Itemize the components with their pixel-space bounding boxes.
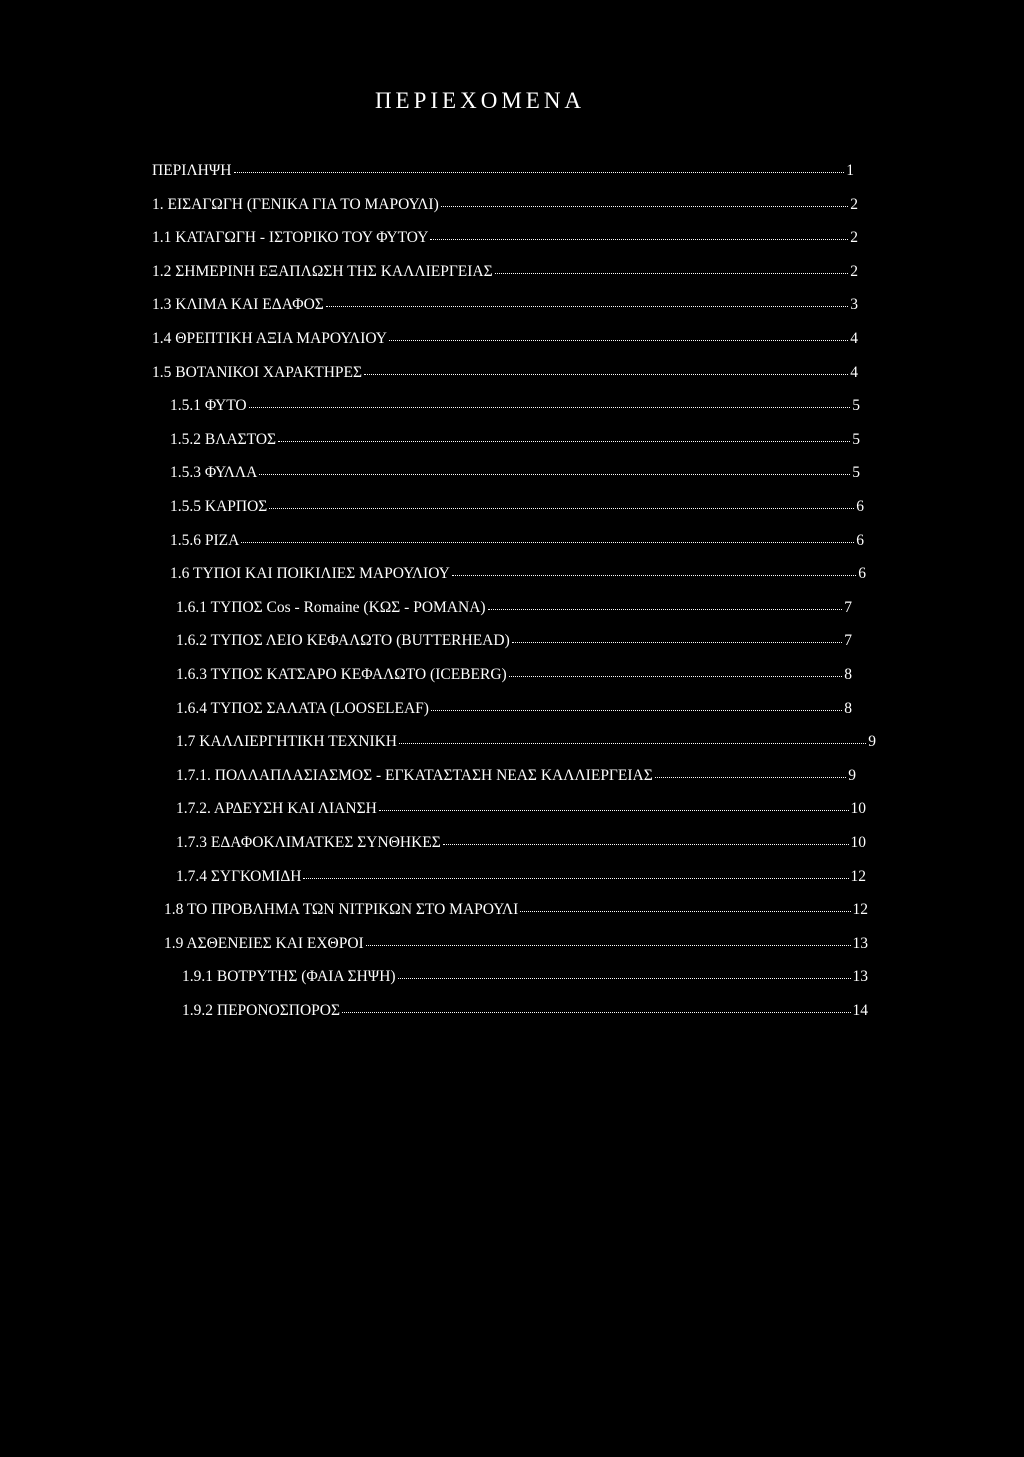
- toc-dot-leader: [278, 427, 850, 442]
- toc-entry: [152, 261, 858, 281]
- toc-entry-page-number: 6: [856, 498, 864, 515]
- toc-entry-page-number: 5: [852, 464, 860, 482]
- toc-entry-label: 1.9.2 ΠΕΡΟΝΟΣΠΟΡΟΣ: [182, 1002, 340, 1019]
- toc-dot-leader: [364, 360, 848, 375]
- toc-entry-label: 1.7.2. ΑΡΔΕΥΣΗ ΚΑΙ ΛΙΑΝΣΗ: [176, 800, 377, 818]
- toc-entry: [170, 530, 864, 550]
- toc-entry: [176, 664, 852, 684]
- toc-entry-page-number: 1: [846, 162, 854, 179]
- toc-entry-label: 1.7.1. ΠΟΛΛΑΠΛΑΣΙΑΣΜΟΣ - ΕΓΚΑΤΑΣΤΑΣΗ ΝΕΑΣ ΚΑΛΛΙΕΡΓΕΙΑΣ: [176, 766, 653, 784]
- toc-entry: [176, 765, 856, 785]
- toc-dot-leader: [342, 998, 851, 1013]
- toc-entry-page-number: 8: [844, 699, 852, 717]
- toc-entry-label: 1. ΕΙΣΑΓΩΓΗ (ΓΕΝΙΚΑ ΓΙΑ ΤΟ ΜΑΡΟΥΛΙ): [152, 195, 439, 213]
- toc-entry-page-number: 10: [850, 800, 866, 818]
- toc-entry: [176, 597, 852, 617]
- toc-entry: [152, 194, 858, 214]
- toc-entry-page-number: 6: [858, 565, 866, 583]
- toc-entry-label: 1.5.1 ΦΥΤΟ: [170, 397, 247, 415]
- toc-entry-page-number: 2: [850, 229, 858, 247]
- toc-entry: [170, 395, 860, 415]
- toc-entry-label: 1.9 ΑΣΘΕΝΕΙΕΣ ΚΑΙ ΕΧΘΡΟΙ: [164, 934, 364, 952]
- toc-dot-leader: [441, 192, 849, 207]
- toc-entry-label: 1.4 ΘΡΕΠΤΙΚΗ ΑΞΙΑ ΜΑΡΟΥΛΙΟΥ: [152, 330, 387, 347]
- toc-entry-page-number: 7: [844, 632, 852, 650]
- toc-dot-leader: [495, 259, 849, 274]
- toc-dot-leader: [443, 830, 849, 845]
- toc-entry-label: 1.6.4 ΤΥΠΟΣ ΣΑΛΑΤΑ (LOOSELEAF): [176, 699, 429, 717]
- toc-entry: [152, 362, 858, 382]
- toc-entry-label: 1.5.3 ΦΥΛΛΑ: [170, 464, 258, 482]
- toc-dot-leader: [234, 158, 845, 173]
- toc-entry: [164, 933, 868, 953]
- toc-entry: [182, 966, 868, 986]
- toc-dot-leader: [430, 225, 848, 240]
- toc-entry: [164, 899, 868, 919]
- toc-entry: [176, 798, 866, 818]
- toc-dot-leader: [488, 595, 843, 610]
- toc-dot-leader: [431, 696, 842, 711]
- toc-entry-page-number: 9: [868, 733, 876, 751]
- toc-entry-label: 1.6 ΤΥΠΟΙ ΚΑΙ ΠΟΙΚΙΛΙΕΣ ΜΑΡΟΥΛΙΟΥ: [170, 565, 450, 583]
- toc-entry: [152, 294, 858, 314]
- toc-entry: [176, 731, 876, 751]
- toc-dot-leader: [399, 729, 866, 744]
- toc-entry-label: 1.5 ΒΟΤΑΝΙΚΟΙ ΧΑΡΑΚΤΗΡΕΣ: [152, 363, 362, 381]
- toc-entry: [170, 563, 866, 583]
- toc-entry-page-number: 6: [856, 531, 864, 549]
- toc-entry: [170, 462, 860, 482]
- toc-entry: [152, 160, 854, 180]
- toc-dot-leader: [259, 460, 850, 475]
- toc-entry-page-number: 8: [844, 666, 852, 683]
- toc-dot-leader: [249, 393, 851, 408]
- toc-entry-page-number: 7: [844, 598, 852, 616]
- toc-entry-label: 1.6.3 ΤΥΠΟΣ ΚΑΤΣΑΡΟ ΚΕΦΑΛΩΤΟ (ICEBERG): [176, 666, 507, 683]
- toc-entry: [176, 630, 852, 650]
- toc-entry: [176, 866, 866, 886]
- toc-entry-label: 1.7.4 ΣΥΓΚΟΜΙΔΗ: [176, 867, 302, 885]
- toc-entry: [152, 328, 858, 348]
- toc-entry-label: 1.6.1 ΤΥΠΟΣ Cos - Romaine (ΚΩΣ - ΡΟΜΑΝΑ): [176, 598, 486, 616]
- toc-dot-leader: [326, 292, 848, 307]
- toc-entry-page-number: 14: [852, 1002, 868, 1019]
- toc-entry-page-number: 4: [850, 330, 858, 347]
- toc-dot-leader: [398, 964, 851, 979]
- toc-entry-label: 1.2 ΣΗΜΕΡΙΝΗ ΕΞΑΠΛΩΣΗ ΤΗΣ ΚΑΛΛΙΕΡΓΕΙΑΣ: [152, 262, 493, 280]
- toc-entry: [152, 227, 858, 247]
- toc-entry-label: 1.1 ΚΑΤΑΓΩΓΗ - ΙΣΤΟΡΙΚΟ ΤΟΥ ΦΥΤΟΥ: [152, 229, 429, 247]
- toc-entry-label: 1.5.2 ΒΛΑΣΤΟΣ: [170, 430, 277, 448]
- toc-entry-page-number: 12: [850, 867, 866, 885]
- toc-dot-leader: [379, 796, 849, 811]
- toc-dot-leader: [269, 494, 854, 509]
- toc-entry-label: 1.9.1 ΒΟΤΡΥΤΗΣ (ΦΑΙΑ ΣΗΨΗ): [182, 968, 396, 986]
- toc-entry-label: 1.8 ΤΟ ΠΡΟΒΛΗΜΑ ΤΩΝ ΝΙΤΡΙΚΩΝ ΣΤΟ ΜΑΡΟΥΛΙ: [164, 901, 519, 919]
- toc-entry-label: ΠΕΡΙΛΗΨΗ: [152, 162, 232, 179]
- toc-entry: [176, 832, 866, 852]
- toc-dot-leader: [512, 628, 843, 643]
- toc-entry-page-number: 5: [852, 397, 860, 415]
- toc-entry-page-number: 13: [852, 934, 868, 952]
- toc-entry-label: 1.6.2 ΤΥΠΟΣ ΛΕΙΟ ΚΕΦΑΛΩΤΟ (BUTTERHEAD): [176, 632, 510, 650]
- toc-entry-page-number: 12: [852, 901, 868, 919]
- toc-entry-label: 1.3 ΚΛΙΜΑ ΚΑΙ ΕΔΑΦΟΣ: [152, 296, 324, 314]
- toc-dot-leader: [452, 561, 856, 576]
- toc-entry: [176, 698, 852, 718]
- toc-entry-page-number: 2: [850, 262, 858, 280]
- toc-entry-page-number: 3: [850, 296, 858, 314]
- toc-dot-leader: [389, 326, 848, 341]
- toc-entry: [170, 496, 864, 516]
- toc-dot-leader: [520, 897, 850, 912]
- toc-dot-leader: [509, 662, 843, 677]
- toc-entry: [170, 429, 860, 449]
- toc-dot-leader: [366, 931, 851, 946]
- toc-entry-page-number: 2: [850, 195, 858, 213]
- toc-entry-page-number: 5: [852, 430, 860, 448]
- toc-entry-page-number: 9: [848, 766, 856, 784]
- toc-dot-leader: [303, 864, 848, 879]
- toc-entry-page-number: 13: [852, 968, 868, 986]
- toc-entry: [182, 1000, 868, 1020]
- toc-entry-page-number: 10: [850, 834, 866, 851]
- page-title: ΠΕΡΙΕΧΟΜΕΝΑ: [374, 88, 586, 113]
- toc-entry-label: 1.7.3 ΕΔΑΦΟΚΛΙΜΑΤΚΕΣ ΣΥΝΘΗΚΕΣ: [176, 834, 441, 851]
- toc-entry-page-number: 4: [850, 363, 858, 381]
- toc-entry-label: 1.5.6 ΡΙΖΑ: [170, 531, 240, 549]
- toc-entry-label: 1.5.5 ΚΑΡΠΟΣ: [170, 498, 268, 515]
- toc-entry-label: 1.7 ΚΑΛΛΙΕΡΓΗΤΙΚΗ ΤΕΧΝΙΚΗ: [176, 733, 398, 751]
- toc-dot-leader: [655, 763, 847, 778]
- toc-dot-leader: [241, 528, 854, 543]
